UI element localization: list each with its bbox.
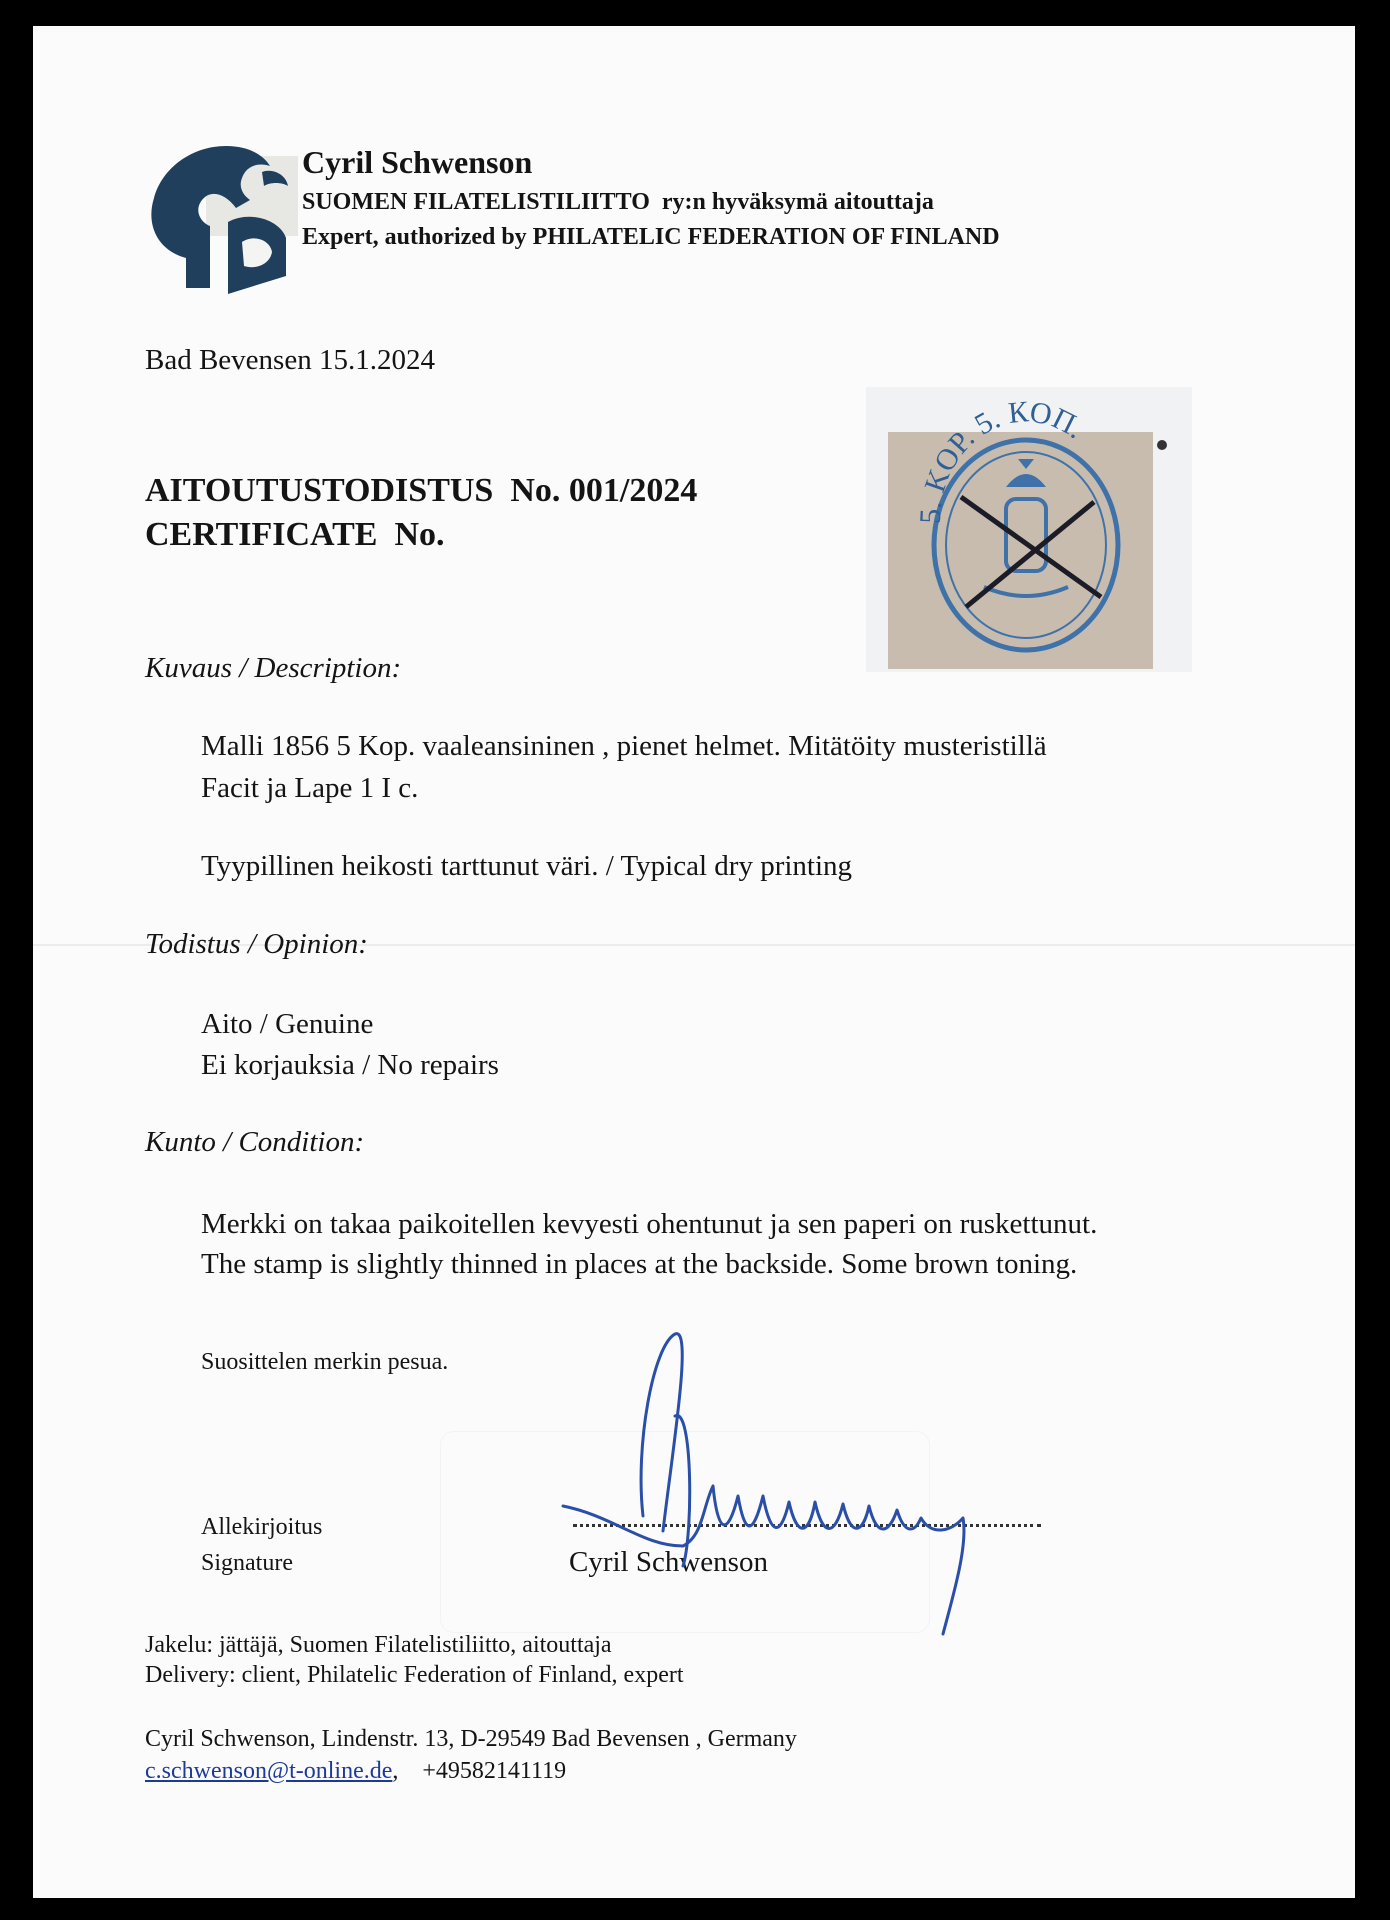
recommendation-text: Suosittelen merkin pesua. (201, 1349, 449, 1375)
stamp-oval-text: 5. KOP. 5. КОП. (913, 395, 1091, 525)
federation-logo-icon (146, 138, 306, 298)
delivery-line-en: Delivery: client, Philatelic Federation of Finland, expert (145, 1662, 684, 1688)
description-line-2: Facit ja Lape 1 I c. (201, 772, 419, 804)
stamp-image (866, 387, 1192, 672)
opinion-heading: Todistus / Opinion: (145, 928, 368, 960)
header-line-en: Expert, authorized by PHILATELIC FEDERATION OF FINLAND (302, 224, 1000, 250)
opinion-line-1: Aito / Genuine (201, 1008, 374, 1040)
certificate-sheet (33, 26, 1355, 1898)
handwritten-signature (553, 1306, 1053, 1636)
email-link[interactable]: c.schwenson@t-online.de (145, 1758, 393, 1784)
condition-line-2: The stamp is slightly thinned in places at the backside. Some brown toning. (201, 1248, 1078, 1280)
signature-printed-name: Cyril Schwenson (569, 1546, 768, 1578)
contact-line: c.schwenson@t-online.de, +49582141119 (145, 1758, 567, 1784)
condition-line-1: Merkki on takaa paikoitellen kevyesti ohentunut ja sen paperi on ruskettunut. (201, 1208, 1098, 1240)
certificate-title-fi: AITOUTUSTODISTUS No. 001/2024 (145, 472, 698, 509)
delivery-line-fi: Jakelu: jättäjä, Suomen Filatelistiliitto, aitouttaja (145, 1632, 612, 1658)
description-line-1: Malli 1856 5 Kop. vaaleansininen , pienet helmet. Mitätöity musteristillä (201, 730, 1047, 762)
opinion-line-2: Ei korjauksia / No repairs (201, 1049, 499, 1081)
expert-name-heading: Cyril Schwenson (302, 144, 533, 180)
header-line-fi: SUOMEN FILATELISTILIITTO ry:n hyväksymä aitouttaja (302, 189, 934, 215)
certificate-number: 001/2024 (568, 472, 698, 509)
place-date: Bad Bevensen 15.1.2024 (145, 344, 435, 376)
signature-label-fi: Allekirjoitus (201, 1514, 323, 1540)
certificate-title-en: CERTIFICATE No. (145, 516, 445, 553)
description-line-3: Tyypillinen heikosti tarttunut väri. / Typical dry printing (201, 850, 853, 882)
contact-address: Cyril Schwenson, Lindenstr. 13, D-29549 Bad Bevensen , Germany (145, 1726, 797, 1752)
condition-heading: Kunto / Condition: (145, 1126, 365, 1158)
description-heading: Kuvaus / Description: (145, 652, 402, 684)
signature-label-en: Signature (201, 1550, 293, 1576)
phone-number: +49582141119 (422, 1758, 567, 1784)
